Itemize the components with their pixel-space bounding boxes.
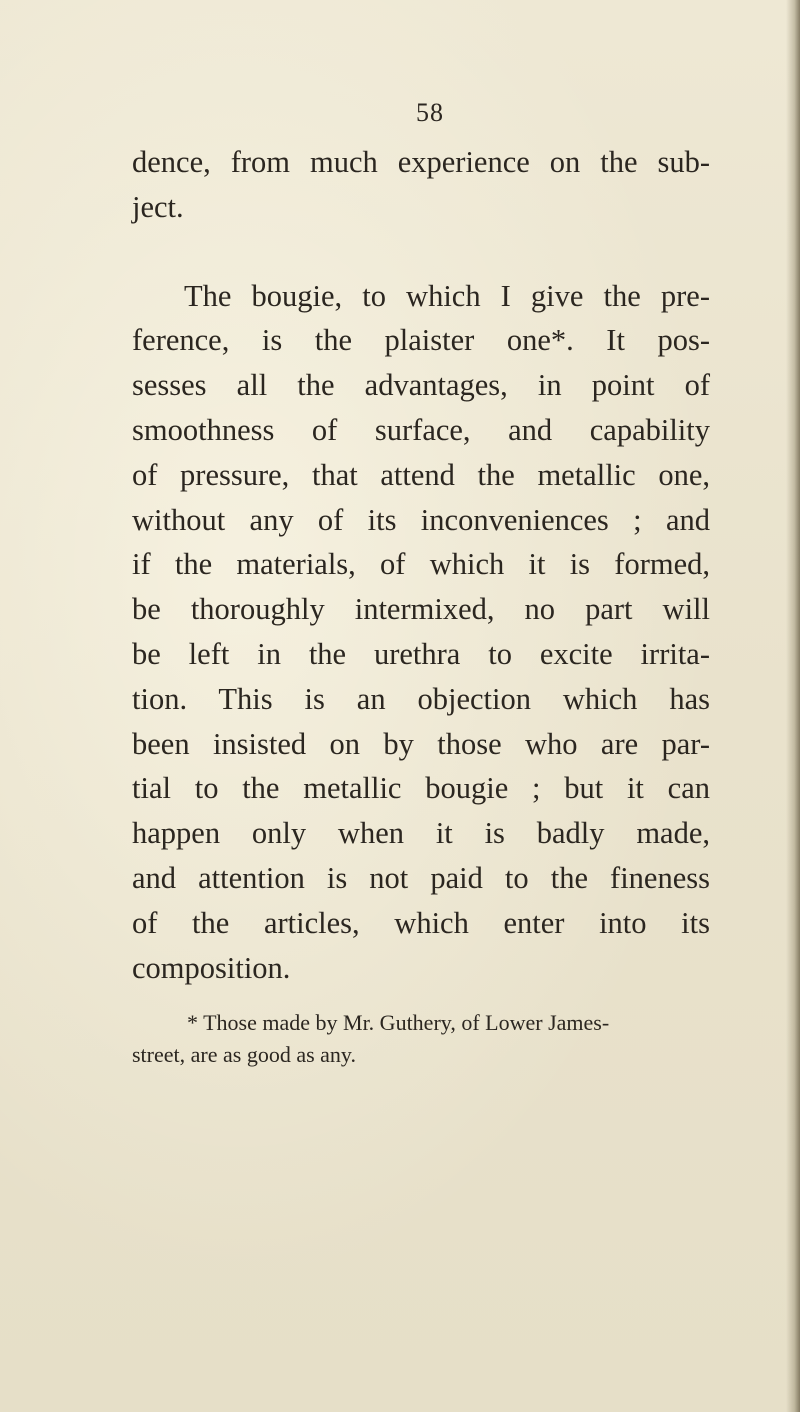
page-number: 58 xyxy=(416,98,444,127)
footnote xyxy=(132,1007,612,1071)
text-line: tion. This is an objection which has xyxy=(132,681,710,716)
paragraph-gap xyxy=(132,230,710,274)
text-line: sesses all the advantages, in point of xyxy=(132,368,710,403)
text-line: and attention is not paid to the fineness xyxy=(132,860,710,895)
page-edge-shadow xyxy=(786,0,800,1412)
text-line: be thoroughly intermixed, no part will xyxy=(132,592,710,627)
text-line: composition. xyxy=(132,950,291,985)
text-line: without any of its inconveniences ; and xyxy=(132,502,710,537)
text-line: tial to the metallic bougie ; but it can xyxy=(132,771,710,806)
footnote-line: * Those made by Mr. Guthery, of Lower James- xyxy=(187,1010,610,1035)
text-line: dence, from much experience on the sub- xyxy=(132,145,710,179)
text-line: of the articles, which enter into its xyxy=(132,905,710,940)
text-line: ference, is the plaister one*. It pos- xyxy=(132,323,710,358)
text-line: smoothness of surface, and capability xyxy=(132,412,710,447)
text-line: be left in the urethra to excite irrita- xyxy=(132,636,710,671)
text-line: if the materials, of which it is formed, xyxy=(132,547,710,582)
text-line: been insisted on by those who are par- xyxy=(132,726,710,761)
footnote-line: street, are as good as any. xyxy=(132,1042,356,1067)
body-text xyxy=(132,140,710,990)
text-line: The bougie, to which I give the pre- xyxy=(184,278,710,313)
text-line: ject. xyxy=(132,189,184,224)
text-line: of pressure, that attend the metallic one, xyxy=(132,457,710,492)
text-line: happen only when it is badly made, xyxy=(132,816,710,851)
